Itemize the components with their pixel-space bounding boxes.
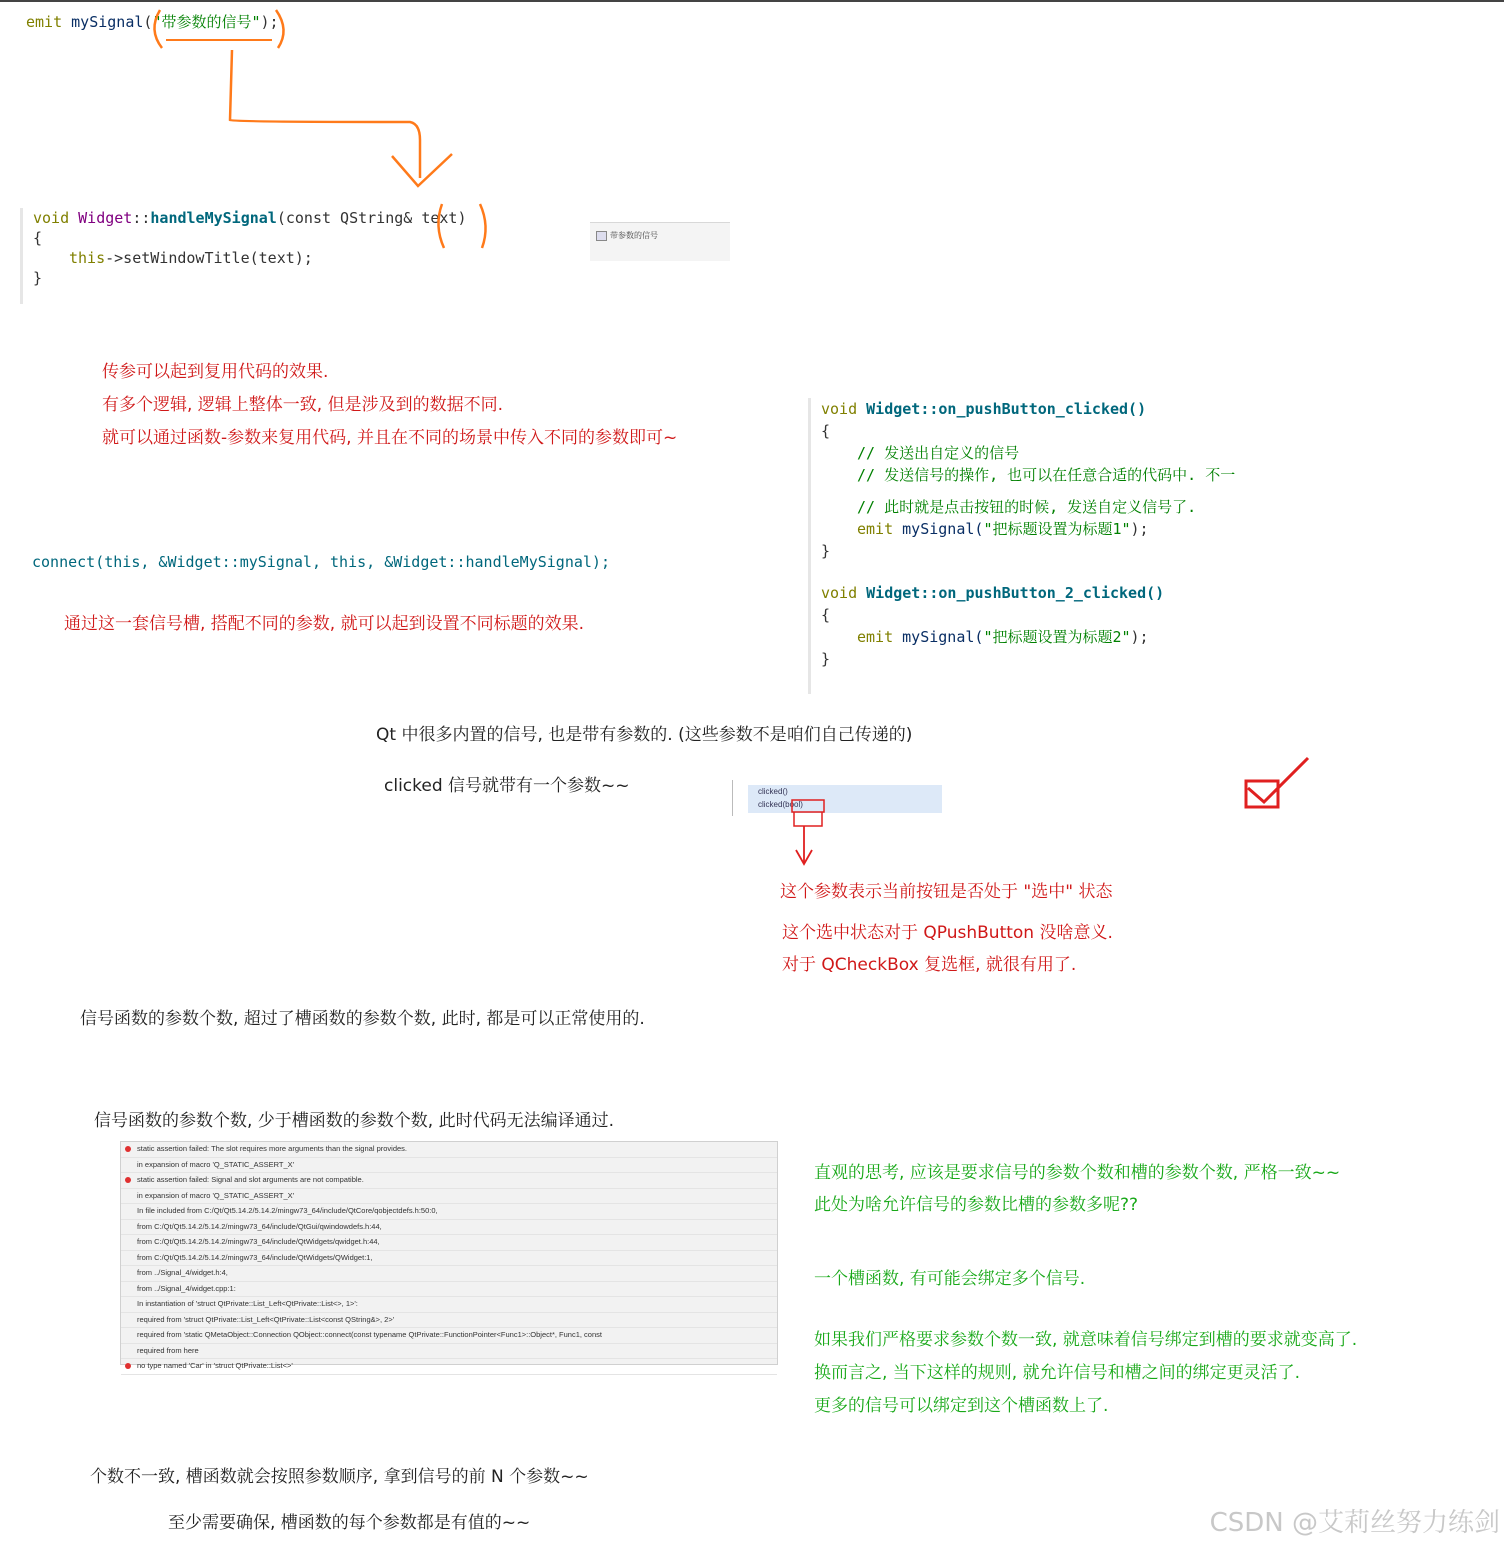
error-row[interactable]: In instantiation of 'struct QtPrivate::List_Left<QtPrivate::List<>, 1>': <box>121 1297 777 1313</box>
error-row[interactable]: required from 'struct QtPrivate::List_Left<QtPrivate::List<const QString&>, 2>' <box>121 1313 777 1329</box>
void-keyword: void <box>821 584 858 602</box>
void-keyword: void <box>33 209 70 227</box>
note-intuition <box>814 1158 1340 1222</box>
comment-line: // 发送出自定义的信号 <box>857 444 1020 462</box>
error-row[interactable]: in expansion of macro 'Q_STATIC_ASSERT_X' <box>121 1158 777 1174</box>
emit-keyword: emit <box>26 13 63 31</box>
completion-item[interactable]: clicked(bool) <box>758 800 803 809</box>
note-line: 传参可以起到复用代码的效果. <box>102 362 329 382</box>
brace-open: { <box>33 229 43 247</box>
checkbox-drawing <box>1246 781 1278 807</box>
error-row[interactable]: required from here <box>121 1344 777 1360</box>
error-row[interactable]: from ../Signal_4/widget.h:4, <box>121 1266 777 1282</box>
note-flexibility <box>814 1324 1357 1423</box>
brace-open: { <box>821 606 831 624</box>
connect-code: connect(this, &Widget::mySignal, this, &Widget::handleMySignal); <box>32 553 610 571</box>
error-row[interactable]: In file included from C:/Qt/Qt5.14.2/5.14.2/mingw73_64/include/QtCore/qobjectdefs.h:50:0, <box>121 1204 777 1220</box>
brace-close: } <box>33 269 43 287</box>
emit-end: ); <box>1130 628 1149 646</box>
note-line: 直观的思考, 应该是要求信号的参数个数和槽的参数个数, 严格一致~~ <box>814 1163 1341 1183</box>
window-titlebar-preview <box>590 222 730 261</box>
note-checkbox: 对于 QCheckBox 复选框, 就很有用了. <box>782 955 1077 975</box>
error-row[interactable]: no type named 'Car' in 'struct QtPrivate::List<>' <box>121 1359 777 1375</box>
slot-signature-1: Widget::on_pushButton_clicked() <box>866 400 1147 418</box>
brace-open: { <box>821 422 831 440</box>
emit-string: "把标题设置为标题2" <box>983 628 1131 646</box>
checkmark-drawing <box>1248 758 1308 802</box>
note-multiple-signals: 一个槽函数, 有可能会绑定多个信号. <box>814 1269 1086 1289</box>
brace-close: } <box>821 650 831 668</box>
error-row[interactable]: static assertion failed: The slot requires more arguments than the signal provides. <box>121 1142 777 1158</box>
error-row[interactable]: in expansion of macro 'Q_STATIC_ASSERT_X' <box>121 1189 777 1205</box>
error-row[interactable]: from C:/Qt/Qt5.14.2/5.14.2/mingw73_64/include/QtWidgets/QWidget:1, <box>121 1251 777 1267</box>
set-title-call: ->setWindowTitle(text); <box>105 249 313 267</box>
code-tail: ); <box>260 13 279 31</box>
completion-list <box>748 785 942 813</box>
flow-arrowhead <box>392 154 452 186</box>
this-keyword: this <box>69 249 106 267</box>
note-every-param: 至少需要确保, 槽函数的每个参数都是有值的~~ <box>168 1513 531 1533</box>
emit-keyword: emit <box>857 628 894 646</box>
comment-line: // 发送信号的操作, 也可以在任意合适的代码中. 不一 <box>857 466 1236 484</box>
note-clicked-param: clicked 信号就带有一个参数~~ <box>384 776 630 796</box>
window-icon <box>596 231 607 241</box>
class-name: Widget <box>78 209 133 227</box>
note-line: 有多个逻辑, 逻辑上整体一致, 但是涉及到的数据不同. <box>102 395 504 415</box>
note-checked-state: 这个参数表示当前按钮是否处于 "选中" 状态 <box>780 882 1113 902</box>
emit-code-line <box>26 11 279 32</box>
pushbutton-slots-code <box>808 398 1291 694</box>
signal-name: mySignal <box>71 13 144 31</box>
note-line: 换而言之, 当下这样的规则, 就允许信号和槽之间的绑定更灵活了. <box>814 1363 1301 1383</box>
emit-end: ); <box>1130 520 1149 538</box>
window-title: 带参数的信号 <box>610 231 658 240</box>
emit-string: "把标题设置为标题1" <box>983 520 1131 538</box>
handle-signal-code <box>20 208 513 304</box>
comment-line: // 此时就是点击按钮的时候, 发送自定义信号了. <box>857 498 1197 516</box>
scope-sep: :: <box>132 209 151 227</box>
emit-keyword: emit <box>857 520 894 538</box>
note-line: 此处为啥允许信号的参数比槽的参数多呢?? <box>814 1195 1139 1215</box>
compile-errors-panel <box>120 1141 778 1370</box>
note-more-params: 信号函数的参数个数, 超过了槽函数的参数个数, 此时, 都是可以正常使用的. <box>80 1009 645 1029</box>
error-row[interactable]: from ../Signal_4/widget.cpp:1: <box>121 1282 777 1298</box>
note-line: 如果我们严格要求参数个数一致, 就意味着信号绑定到槽的要求就变高了. <box>814 1330 1358 1350</box>
error-row[interactable]: static assertion failed: Signal and slot arguments are not compatible. <box>121 1173 777 1189</box>
error-row[interactable]: from C:/Qt/Qt5.14.2/5.14.2/mingw73_64/include/QtGui/qwindowdefs.h:44, <box>121 1220 777 1236</box>
function-name: handleMySignal <box>150 209 277 227</box>
bool-bracket <box>794 812 822 826</box>
bool-arrowhead <box>796 850 812 864</box>
completion-item[interactable]: clicked() <box>758 787 788 796</box>
emit-call: mySignal( <box>902 520 984 538</box>
csdn-watermark: CSDN @艾莉丝努力练剑 <box>1209 1508 1500 1538</box>
paren-open: ( <box>143 13 153 31</box>
editor-gutter-line <box>732 780 733 816</box>
note-first-n-params: 个数不一致, 槽函数就会按照参数顺序, 拿到信号的前 N 个参数~~ <box>90 1467 589 1487</box>
note-fewer-params: 信号函数的参数个数, 少于槽函数的参数个数, 此时代码无法编译通过. <box>94 1111 615 1131</box>
slot-signature-2: Widget::on_pushButton_2_clicked() <box>866 584 1165 602</box>
note-builtin-signals: Qt 中很多内置的信号, 也是带有参数的. (这些参数不是咱们自己传递的) <box>376 725 913 745</box>
notes-reuse <box>102 356 677 455</box>
note-line: 就可以通过函数-参数来复用代码, 并且在不同的场景中传入不同的参数即可~ <box>102 428 678 448</box>
error-row[interactable]: required from 'static QMetaObject::Connection QObject::connect(const typename QtPrivate::FunctionPointer<Func1>::Object*, Func1, const <box>121 1328 777 1344</box>
error-row[interactable]: from C:/Qt/Qt5.14.2/5.14.2/mingw73_64/include/QtWidgets/qwidget.h:44, <box>121 1235 777 1251</box>
note-line: 更多的信号可以绑定到这个槽函数上了. <box>814 1396 1109 1416</box>
signal-string: "带参数的信号" <box>152 13 261 31</box>
void-keyword: void <box>821 400 858 418</box>
flow-arrow <box>230 50 420 178</box>
emit-call: mySignal( <box>902 628 984 646</box>
function-params: (const QString& text) <box>276 209 467 227</box>
note-pushbutton: 这个选中状态对于 QPushButton 没啥意义. <box>782 923 1113 943</box>
brace-close: } <box>821 542 831 560</box>
note-signal-slot: 通过这一套信号槽, 搭配不同的参数, 就可以起到设置不同标题的效果. <box>64 614 585 634</box>
